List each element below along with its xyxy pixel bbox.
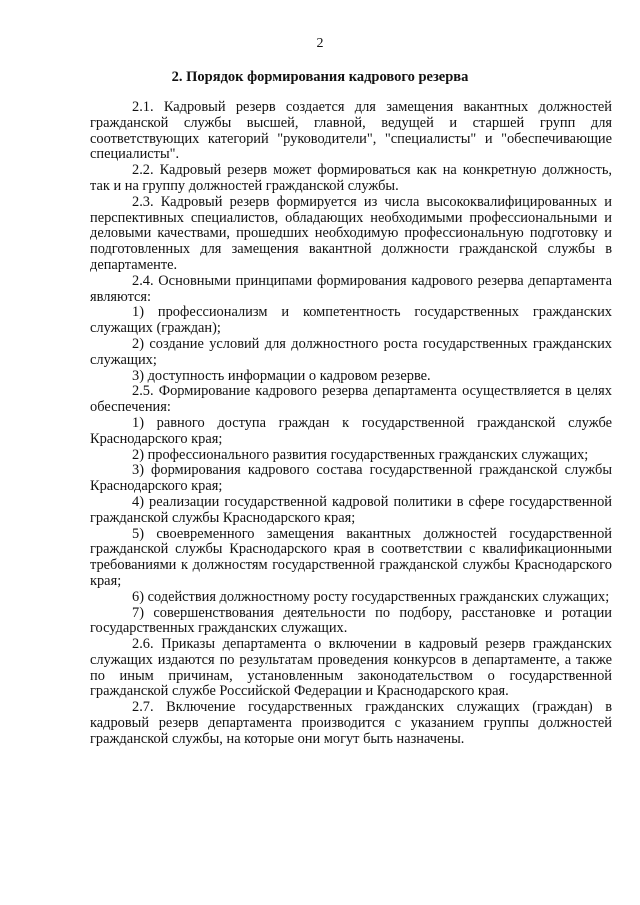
paragraph-2-5: 2.5. Формирование кадрового резерва департамента осуществляется в целях обеспечения:: [90, 383, 612, 416]
list-item-goal-5: 5) своевременного замещения вакантных должностей государственной гражданской службы Краснодарского края в соответствии с квалификационными требованиями к должностям государственной гражданской службы Краснодарского края;: [90, 525, 612, 589]
page-number: 2: [316, 36, 324, 51]
list-item-goal-4: 4) реализации государственной кадровой политики в сфере государственной гражданской службы Краснодарского края;: [90, 493, 612, 526]
paragraph-2-1: 2.1. Кадровый резерв создается для замещения вакантных должностей гражданской службы высшей, главной, ведущей и старшей групп для соответствующих категорий "руководители", "специалисты" и "обеспечивающие специалисты".: [90, 99, 612, 163]
list-item-goal-7: 7) совершенствования деятельности по подбору, расстановке и ротации государственных гражданских служащих.: [90, 604, 612, 637]
paragraph-2-6: 2.6. Приказы департамента о включении в кадровый резерв гражданских служащих издаются по результатам проведения конкурсов в департаменте, а также по иным причинам, установленным законодательством о государственной гражданской службе Российской Федерации и Краснодарского края.: [90, 636, 612, 700]
list-item-goal-2: 2) профессионального развития государственных гражданских служащих;: [132, 446, 589, 463]
list-item-principle-3: 3) доступность информации о кадровом резерве.: [132, 367, 431, 384]
list-item-principle-1: 1) профессионализм и компетентность государственных гражданских служащих (граждан);: [90, 304, 612, 337]
section-title: 2. Порядок формирования кадрового резерва: [171, 69, 469, 85]
paragraph-2-7: 2.7. Включение государственных гражданских служащих (граждан) в кадровый резерв департамента производится с указанием группы должностей гражданской службы, на которые они могут быть назначены.: [90, 699, 612, 747]
paragraph-2-2: 2.2. Кадровый резерв может формироваться как на конкретную должность, так и на группу должностей гражданской службы.: [90, 162, 612, 194]
paragraph-2-3: 2.3. Кадровый резерв формируется из числа высококвалифицированных и перспективных специалистов, обладающих необходимыми профессиональными и деловыми качествами, прошедших необходимую профессиональную подготовку и подготовленных для замещения вакантной должности гражданской службы в департаменте.: [90, 193, 612, 273]
list-item-goal-6: 6) содействия должностному росту государственных гражданских служащих;: [132, 588, 610, 605]
list-item-goal-3: 3) формирования кадрового состава государственной гражданской службы Краснодарского края;: [90, 462, 612, 495]
document-body: [90, 100, 612, 748]
list-item-principle-2: 2) создание условий для должностного роста государственных гражданских служащих;: [90, 335, 612, 368]
paragraph-2-4: 2.4. Основными принципами формирования кадрового резерва департамента являются:: [90, 272, 612, 305]
list-item-goal-1: 1) равного доступа граждан к государственной гражданской службе Краснодарского края;: [90, 414, 612, 447]
